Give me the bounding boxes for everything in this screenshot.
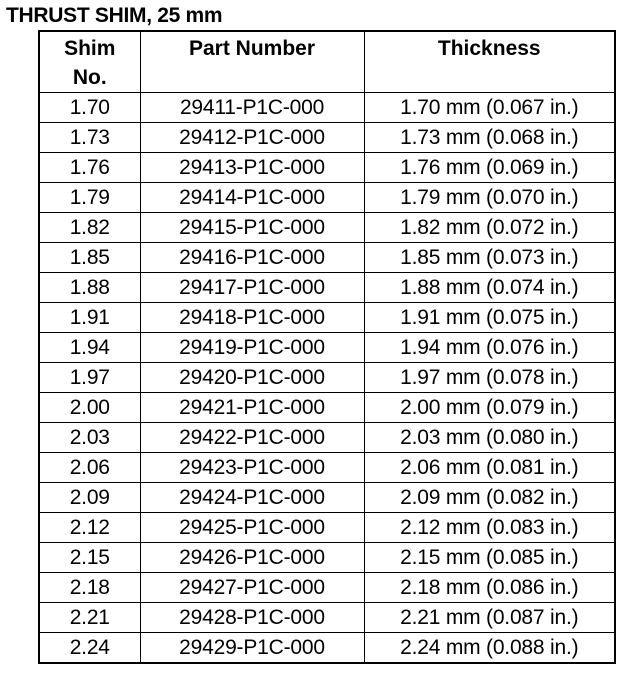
header-shim-no [39,31,140,93]
thickness-cell: 2.03 mm (0.080 in.) [364,423,615,453]
shim-no-cell: 2.18 [39,573,140,603]
shim-no-cell: 1.88 [39,273,140,303]
thickness-cell: 2.06 mm (0.081 in.) [364,453,615,483]
table-row [39,543,615,573]
table-row [39,243,615,273]
part-number-cell: 29412-P1C-000 [140,123,364,153]
table-body [39,93,615,664]
thickness-cell: 2.15 mm (0.085 in.) [364,543,615,573]
table-row [39,333,615,363]
thickness-cell: 1.79 mm (0.070 in.) [364,183,615,213]
thrust-shim-table [38,30,616,664]
thickness-cell: 1.85 mm (0.073 in.) [364,243,615,273]
part-number-cell: 29427-P1C-000 [140,573,364,603]
part-number-cell: 29420-P1C-000 [140,363,364,393]
part-number-cell: 29413-P1C-000 [140,153,364,183]
table-row [39,453,615,483]
part-number-cell: 29423-P1C-000 [140,453,364,483]
part-number-cell: 29421-P1C-000 [140,393,364,423]
header-shim-line2: No. [72,66,107,89]
thickness-cell: 1.73 mm (0.068 in.) [364,123,615,153]
table-row [39,363,615,393]
thickness-cell: 1.91 mm (0.075 in.) [364,303,615,333]
thickness-cell: 1.97 mm (0.078 in.) [364,363,615,393]
part-number-cell: 29422-P1C-000 [140,423,364,453]
part-number-cell: 29424-P1C-000 [140,483,364,513]
shim-no-cell: 2.00 [39,393,140,423]
table-header [39,31,615,93]
part-number-cell: 29425-P1C-000 [140,513,364,543]
shim-no-cell: 1.76 [39,153,140,183]
table-row [39,633,615,664]
part-number-cell: 29418-P1C-000 [140,303,364,333]
shim-no-cell: 1.85 [39,243,140,273]
part-number-cell: 29416-P1C-000 [140,243,364,273]
thickness-cell: 1.88 mm (0.074 in.) [364,273,615,303]
shim-no-cell: 2.03 [39,423,140,453]
thickness-cell: 2.24 mm (0.088 in.) [364,633,615,664]
shim-no-cell: 2.09 [39,483,140,513]
table-row [39,183,615,213]
table-row [39,123,615,153]
thickness-cell: 2.18 mm (0.086 in.) [364,573,615,603]
table-row [39,303,615,333]
thickness-cell: 1.82 mm (0.072 in.) [364,213,615,243]
thickness-cell: 1.70 mm (0.067 in.) [364,93,615,123]
part-number-cell: 29428-P1C-000 [140,603,364,633]
shim-no-cell: 1.73 [39,123,140,153]
shim-no-cell: 1.82 [39,213,140,243]
table-row [39,273,615,303]
shim-no-cell: 1.94 [39,333,140,363]
shim-no-cell: 2.06 [39,453,140,483]
thickness-cell: 2.21 mm (0.087 in.) [364,603,615,633]
table-row [39,393,615,423]
table-row [39,153,615,183]
table-row [39,423,615,453]
thickness-cell: 2.12 mm (0.083 in.) [364,513,615,543]
part-number-cell: 29411-P1C-000 [140,93,364,123]
table-row [39,213,615,243]
header-shim-line1: Shim [64,37,116,60]
thickness-cell: 2.09 mm (0.082 in.) [364,483,615,513]
thickness-cell: 1.94 mm (0.076 in.) [364,333,615,363]
part-number-cell: 29415-P1C-000 [140,213,364,243]
header-row [39,31,615,93]
part-number-cell: 29417-P1C-000 [140,273,364,303]
shim-no-cell: 1.91 [39,303,140,333]
header-thickness: Thickness [364,31,615,93]
shim-no-cell: 2.21 [39,603,140,633]
shim-no-cell: 1.79 [39,183,140,213]
table-row [39,573,615,603]
shim-no-cell: 1.97 [39,363,140,393]
thickness-cell: 2.00 mm (0.079 in.) [364,393,615,423]
shim-no-cell: 2.12 [39,513,140,543]
part-number-cell: 29426-P1C-000 [140,543,364,573]
table-row [39,483,615,513]
shim-no-cell: 1.70 [39,93,140,123]
part-number-cell: 29419-P1C-000 [140,333,364,363]
thickness-cell: 1.76 mm (0.069 in.) [364,153,615,183]
part-number-cell: 29414-P1C-000 [140,183,364,213]
part-number-cell: 29429-P1C-000 [140,633,364,664]
header-part-number: Part Number [140,31,364,93]
table-row [39,93,615,123]
shim-no-cell: 2.24 [39,633,140,664]
table-title: THRUST SHIM, 25 mm [6,4,223,27]
shim-no-cell: 2.15 [39,543,140,573]
table-row [39,513,615,543]
table-row [39,603,615,633]
